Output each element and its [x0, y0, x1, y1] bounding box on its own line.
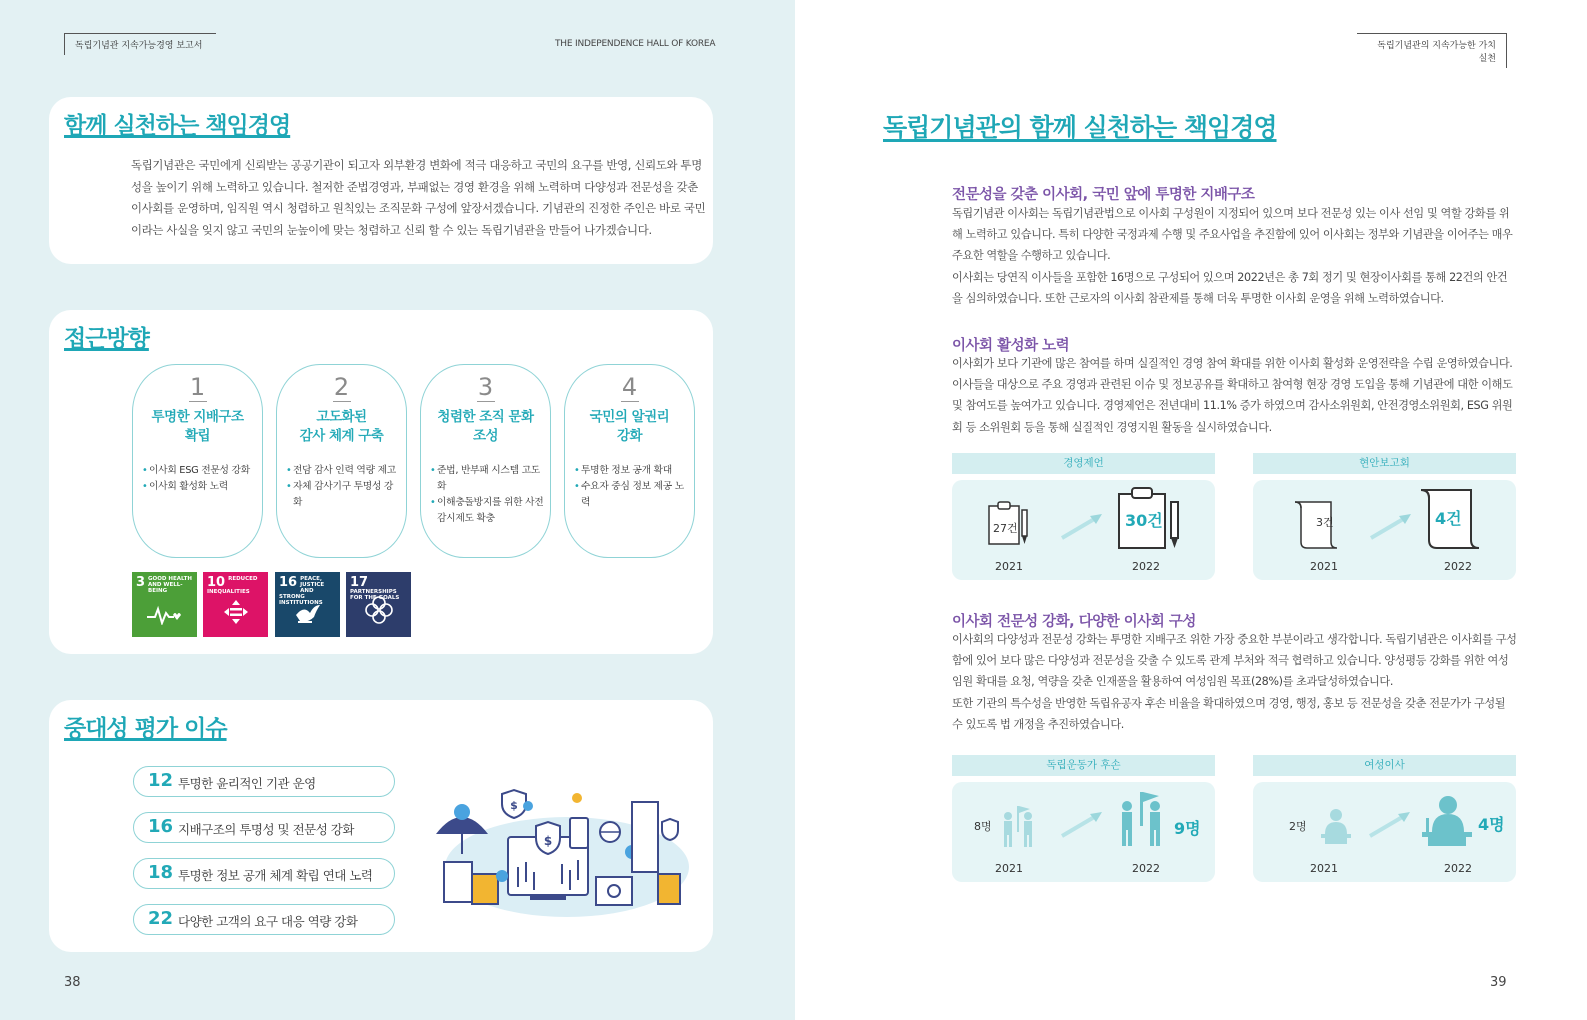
list-item: • 이사회 활성화 노력 [142, 479, 256, 495]
kpi-after-year: 2022 [1444, 560, 1472, 573]
pillar-title: 청렴한 조직 문화 조성 [437, 409, 534, 444]
kpi-card [952, 480, 1215, 580]
speaker-icon [1418, 792, 1476, 848]
kpi-after-value: 4건 [1435, 509, 1462, 528]
list-item: • 준법, 반부패 시스템 고도화 [430, 463, 544, 495]
kpi-label: 경영제언 [952, 453, 1215, 474]
section-body: 이사회의 다양성과 전문성 강화는 투명한 지배구조 위한 가장 중요한 부분이라고 생각합니다. 독립기념관은 이사회를 구성함에 있어 보다 많은 다양성과 전문성을 갖출 수 있도록 관계 부처와 적극 협력하고 있습니다. 양성평등 강화를 위한 여성임원 확대를 요청, 역량을 갖춘 인재풀을 활용하여 여성임원 목표(28%)를 초과달성하였습니다. [952, 633, 1517, 689]
section-body: 이사회는 당연직 이사들을 포함한 16명으로 구성되어 있으며 2022년은 총 7회 정기 및 현장이사회를 통해 22건의 안건을 심의하였습니다. 또한 근로자의 이사회 참관제를 통해 더욱 투명한 이사회 운영을 위해 노력하였습니다. [952, 271, 1508, 306]
intro-card [49, 97, 713, 264]
list-item: • 이해충돌방지를 위한 사전 감시제도 확충 [430, 495, 544, 527]
section-title: 이사회 전문성 강화, 다양한 이사회 구성 [952, 614, 1196, 630]
pillar-number: 4 [621, 373, 638, 401]
intro-title: 함께 실천하는 책임경영 [64, 113, 291, 139]
list-item: • 투명한 정보 공개 확대 [574, 463, 688, 479]
kpi-after-value: 30건 [1125, 511, 1163, 530]
partnership-icon [346, 595, 411, 631]
right-page [795, 0, 1587, 1020]
dove-icon [275, 603, 340, 631]
issue-item-16: 16 지배구조의 투명성 및 전문성 강화 [133, 812, 395, 843]
kpi-after-year: 2022 [1132, 862, 1160, 875]
left-header-tab: 독립기념관 지속가능경영 보고서 [64, 33, 216, 55]
sdg-16-tile: 16 PEACE, JUSTICE AND STRONG INSTITUTIONS [275, 572, 340, 637]
svg-text:$: $ [543, 834, 553, 848]
arrow-up-icon [1368, 808, 1412, 838]
finance-illustration [432, 782, 694, 922]
page-number: 38 [64, 975, 81, 990]
pillar-title: 국민의 알권리 강화 [589, 409, 670, 444]
page-title: 독립기념관의 함께 실천하는 책임경영 [883, 113, 1277, 142]
sdg-17-tile: 17 PARTNERSHIPS FOR THE GOALS [346, 572, 411, 637]
arrow-up-icon [1060, 808, 1104, 838]
kpi-card [952, 782, 1215, 882]
pillar-divider [477, 401, 495, 402]
kpi-after-value: 4명 [1478, 815, 1505, 834]
section-body: 이사회가 보다 기관에 많은 참여를 하며 실질적인 경영 참여 확대를 위한 이사회 활성화 운영전략을 수립 운영하였습니다. 이사들을 대상으로 주요 경영과 관련된 이슈 및 정보공유를 확대하고 참여형 현장 경영 도입을 통해 기념관에 대한 이해도 및 참여도를 높여가고 있습니다. 경영제언은 전년대비 11.1% 증가 하였으며 감사소위원회, 안전경영소위원회, ESG 위원회 등 소위원회 등을 통해 실질적인 경영지원 활동을 실시하였습니다. [952, 357, 1513, 434]
kpi-before-value: 8명 [974, 820, 992, 833]
pillar-items [286, 463, 400, 511]
kpi-before-value: 2명 [1289, 820, 1307, 833]
section-body: 또한 기관의 특수성을 반영한 독립유공자 후손 비율을 확대하였으며 경영, 행정, 홍보 등 전문성을 갖춘 전문가가 구성될 수 있도록 법 개정을 추진하였습니다. [952, 697, 1506, 732]
kpi-before-value: 27건 [993, 522, 1018, 535]
health-icon [132, 605, 197, 631]
pillar-divider [189, 401, 207, 402]
issue-item-18: 18 투명한 정보 공개 체계 확립 연대 노력 [133, 858, 395, 889]
equality-icon [203, 599, 268, 631]
kpi-before-year: 2021 [995, 560, 1023, 573]
left-header-tag: THE INDEPENDENCE HALL OF KOREA [555, 39, 716, 49]
pillar-divider [333, 401, 351, 402]
pillar-items [574, 463, 688, 511]
sdg-10-tile: 10 REDUCED INEQUALITIES [203, 572, 268, 637]
svg-text:$: $ [510, 799, 518, 812]
kpi-label: 독립운동가 후손 [952, 755, 1215, 776]
pillar-title: 투명한 지배구조 확립 [151, 409, 244, 444]
arrow-up-icon [1060, 510, 1104, 540]
pillar-number: 3 [477, 373, 494, 401]
pillar-divider [621, 401, 639, 402]
sdg-3-tile: 3 GOOD HEALTH AND WELL-BEING [132, 572, 197, 637]
pillar-number: 1 [189, 373, 206, 401]
arrow-up-icon [1369, 510, 1413, 540]
list-item: • 전담 감사 인력 역량 제고 [286, 463, 400, 479]
pillar-1 [132, 364, 263, 558]
list-item: • 이사회 ESG 전문성 강화 [142, 463, 256, 479]
right-header-tab: 독립기념관의 지속가능한 가치 실천 [1357, 33, 1507, 68]
section-title: 전문성을 갖춘 이사회, 국민 앞에 투명한 지배구조 [952, 187, 1255, 203]
kpi-before-year: 2021 [995, 862, 1023, 875]
pillar-items [142, 463, 256, 495]
list-item: • 수요자 중심 정보 제공 노력 [574, 479, 688, 511]
intro-body: 독립기념관은 국민에게 신뢰받는 공공기관이 되고자 외부환경 변화에 적극 대응하고 국민의 요구를 반영, 신뢰도와 투명성을 높이기 위해 노력하고 있습니다. 철저한 준법경영과, 부패없는 경영 환경을 위해 노력하며 다양성과 전문성을 갖춘 이사회를 운영하며, 임직원 역시 청렴하고 원칙있는 조직문화 구성에 앞장서겠습니다. 기념관의 진정한 주인은 바로 국민이라는 사실을 잊지 않고 국민의 눈높이에 맞는 청렴하고 신뢰 할 수 있는 독립기념관을 만들어 나가겠습니다. [131, 158, 706, 237]
kpi-label: 여성이사 [1253, 755, 1516, 776]
pillar-4 [564, 364, 695, 558]
kpi-after-year: 2022 [1444, 862, 1472, 875]
flag-people-icon [1115, 790, 1171, 850]
kpi-label: 현안보고회 [1253, 453, 1516, 474]
kpi-before-year: 2021 [1310, 560, 1338, 573]
pillar-2 [276, 364, 407, 558]
materiality-title: 중대성 평가 이슈 [64, 716, 227, 742]
kpi-before-value: 3건 [1316, 516, 1334, 529]
issue-item-12: 12 투명한 윤리적인 기관 운영 [133, 766, 395, 797]
flag-people-icon [998, 804, 1042, 848]
kpi-after-year: 2022 [1132, 560, 1160, 573]
pillar-number: 2 [333, 373, 350, 401]
kpi-card [1253, 782, 1516, 882]
kpi-card [1253, 480, 1516, 580]
section-body: 독립기념관 이사회는 독립기념관법으로 이사회 구성원이 지정되어 있으며 보다 전문성 있는 이사 선임 및 역할 강화를 위해 노력하고 있습니다. 특히 다양한 국정과제 수행 및 주요사업을 추진함에 있어 이사회는 정부와 기념관을 이어주는 매우 주요한 역할을 수행하고 있습니다. [952, 207, 1513, 263]
list-item: • 자체 감사기구 투명성 강화 [286, 479, 400, 511]
pillar-title: 고도화된 감사 체계 구축 [299, 409, 384, 444]
section-title: 이사회 활성화 노력 [952, 338, 1070, 354]
pillar-3 [420, 364, 551, 558]
kpi-after-value: 9명 [1174, 819, 1201, 838]
approach-title: 접근방향 [64, 326, 149, 352]
issue-item-22: 22 다양한 고객의 요구 대응 역량 강화 [133, 904, 395, 935]
speaker-icon [1315, 806, 1357, 846]
kpi-before-year: 2021 [1310, 862, 1338, 875]
pillar-items [430, 463, 544, 527]
page-number: 39 [1490, 975, 1507, 990]
